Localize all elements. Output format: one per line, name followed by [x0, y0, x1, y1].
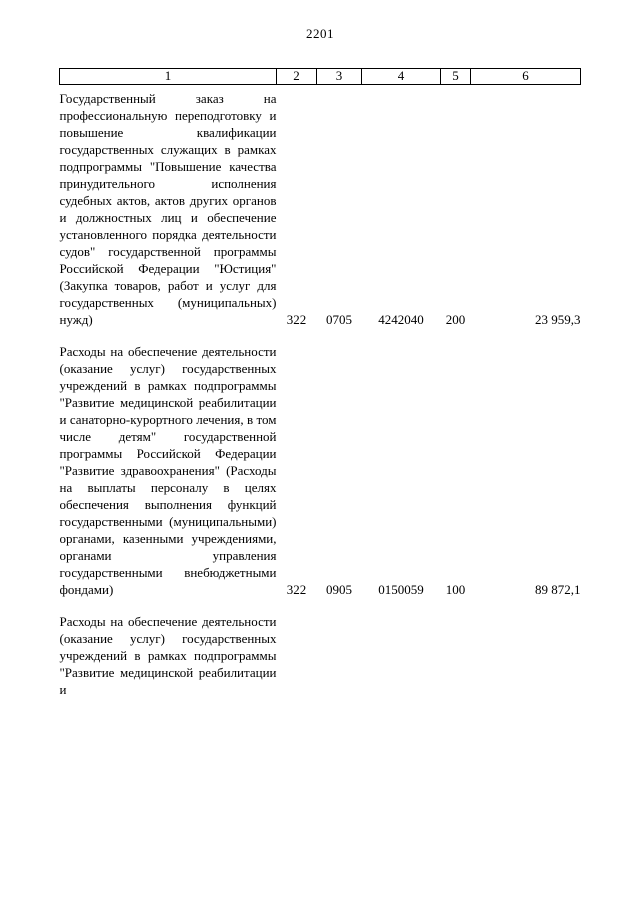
- column-header-2: 2: [277, 69, 317, 85]
- table-row: [60, 85, 581, 344]
- page-number: 2201: [306, 26, 334, 41]
- section-code: [317, 613, 362, 698]
- target-article-code: [362, 613, 441, 698]
- amount-value: 23 959,3: [535, 312, 581, 327]
- budget-table: [59, 68, 581, 698]
- column-header-1: 1: [60, 69, 277, 85]
- amount-value: [471, 613, 581, 698]
- entry-description: Расходы на обеспечение деятельности (оказание услуг) государственных учреждений в рамках подпрограммы "Развитие медицинской реабилитации и: [59, 614, 277, 697]
- section-code: 0705: [326, 312, 352, 327]
- table-row: [60, 343, 581, 613]
- target-article-code: 0150059: [378, 582, 424, 597]
- table-row: [60, 613, 581, 698]
- table-header-row: [60, 69, 581, 85]
- section-code: 0905: [326, 582, 352, 597]
- column-header-5: 5: [441, 69, 471, 85]
- column-header-3: 3: [317, 69, 362, 85]
- column-header-6: 6: [471, 69, 581, 85]
- expense-type-code: 200: [445, 312, 466, 327]
- expense-type-code: 100: [445, 582, 466, 597]
- amount-value: 89 872,1: [535, 582, 581, 597]
- column-header-4: 4: [362, 69, 441, 85]
- entry-description: Расходы на обеспечение деятельности (оказание услуг) государственных учреждений в рамках подпрограммы "Развитие медицинской реабилитации и санаторно-курортного лечения, в том числе детям" государственной программы Российской Федерации "Развитие здравоохранения" (Расходы на выплаты персоналу в целях обеспечения выполнения функций государственными (муниципальными) органами, казенными учреждениями, органами управления государственными внебюджетными фондами): [59, 344, 277, 597]
- entry-description: Государственный заказ на профессиональную переподготовку и повышение квалификации государственных служащих в рамках подпрограммы "Повышение качества принудительного исполнения судебных актов, актов других органов и должностных лиц и обеспечение установленного порядка деятельности судов" государственной программы Российской Федерации "Юстиция" (Закупка товаров, работ и услуг для государственных (муниципальных) нужд): [59, 91, 277, 327]
- target-article-code: 4242040: [378, 312, 424, 327]
- agency-code: [277, 613, 317, 698]
- agency-code: 322: [286, 312, 307, 327]
- agency-code: 322: [286, 582, 307, 597]
- expense-type-code: [441, 613, 471, 698]
